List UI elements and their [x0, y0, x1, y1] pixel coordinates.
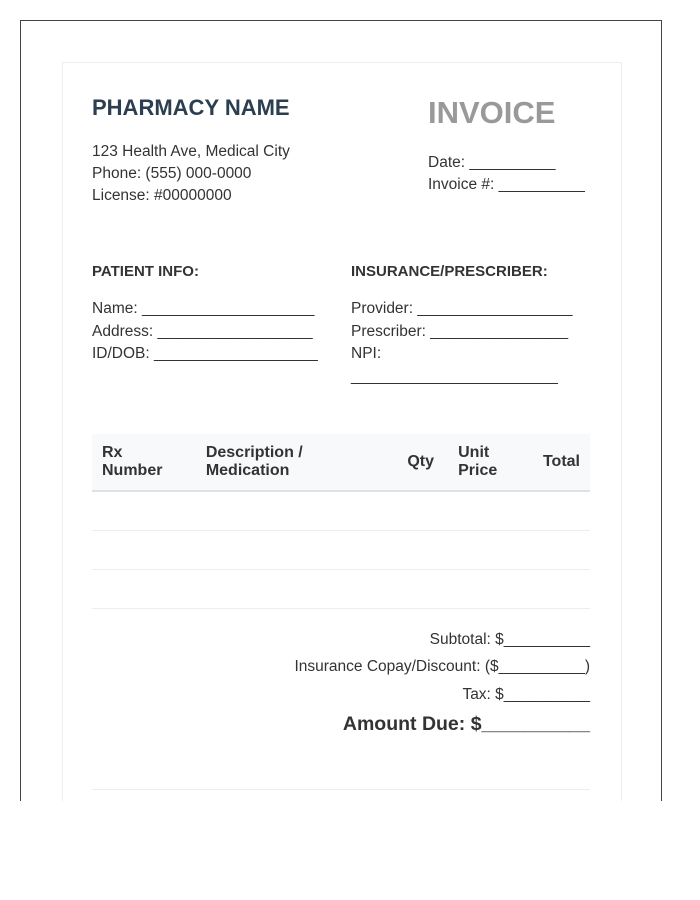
invoice-number-field: Invoice #: __________ [428, 176, 585, 193]
date-field: Date: __________ [428, 154, 556, 171]
pharmacy-license: License: #00000000 [92, 187, 232, 204]
description-header: Description / Medication [196, 434, 393, 491]
unit-price-header: Unit Price [448, 434, 533, 491]
npi-blank: ________________________ [351, 368, 558, 385]
amount-due-line: Amount Due: $__________ [342, 713, 590, 735]
total-header: Total [533, 434, 590, 491]
insurance-copay-line: Insurance Copay/Discount: ($__________) [294, 658, 590, 675]
pharmacy-address: 123 Health Ave, Medical City [92, 143, 290, 160]
npi-label: NPI: [351, 345, 382, 362]
pharmacy-name: PHARMACY NAME [92, 95, 290, 120]
table-header-row [92, 434, 590, 491]
pharmacy-phone: Phone: (555) 000-0000 [92, 165, 252, 182]
patient-name-field: Name: ____________________ [92, 300, 315, 317]
qty-header: Qty [393, 434, 448, 491]
invoice-title: INVOICE [428, 95, 556, 130]
patient-id-dob-field: ID/DOB: ___________________ [92, 345, 318, 362]
insurance-prescriber-heading: INSURANCE/PRESCRIBER: [351, 263, 548, 280]
table-row [92, 491, 590, 531]
bottom-divider [92, 789, 590, 790]
table-row [92, 570, 590, 609]
provider-field: Provider: __________________ [351, 300, 573, 317]
patient-info-heading: PATIENT INFO: [92, 263, 199, 280]
tax-line: Tax: $__________ [462, 686, 590, 703]
table-row [92, 531, 590, 570]
prescriber-field: Prescriber: ________________ [351, 323, 569, 340]
rx-number-header: Rx Number [92, 434, 196, 491]
patient-address-field: Address: __________________ [92, 323, 313, 340]
medication-table [92, 434, 590, 609]
subtotal-line: Subtotal: $__________ [429, 631, 590, 648]
